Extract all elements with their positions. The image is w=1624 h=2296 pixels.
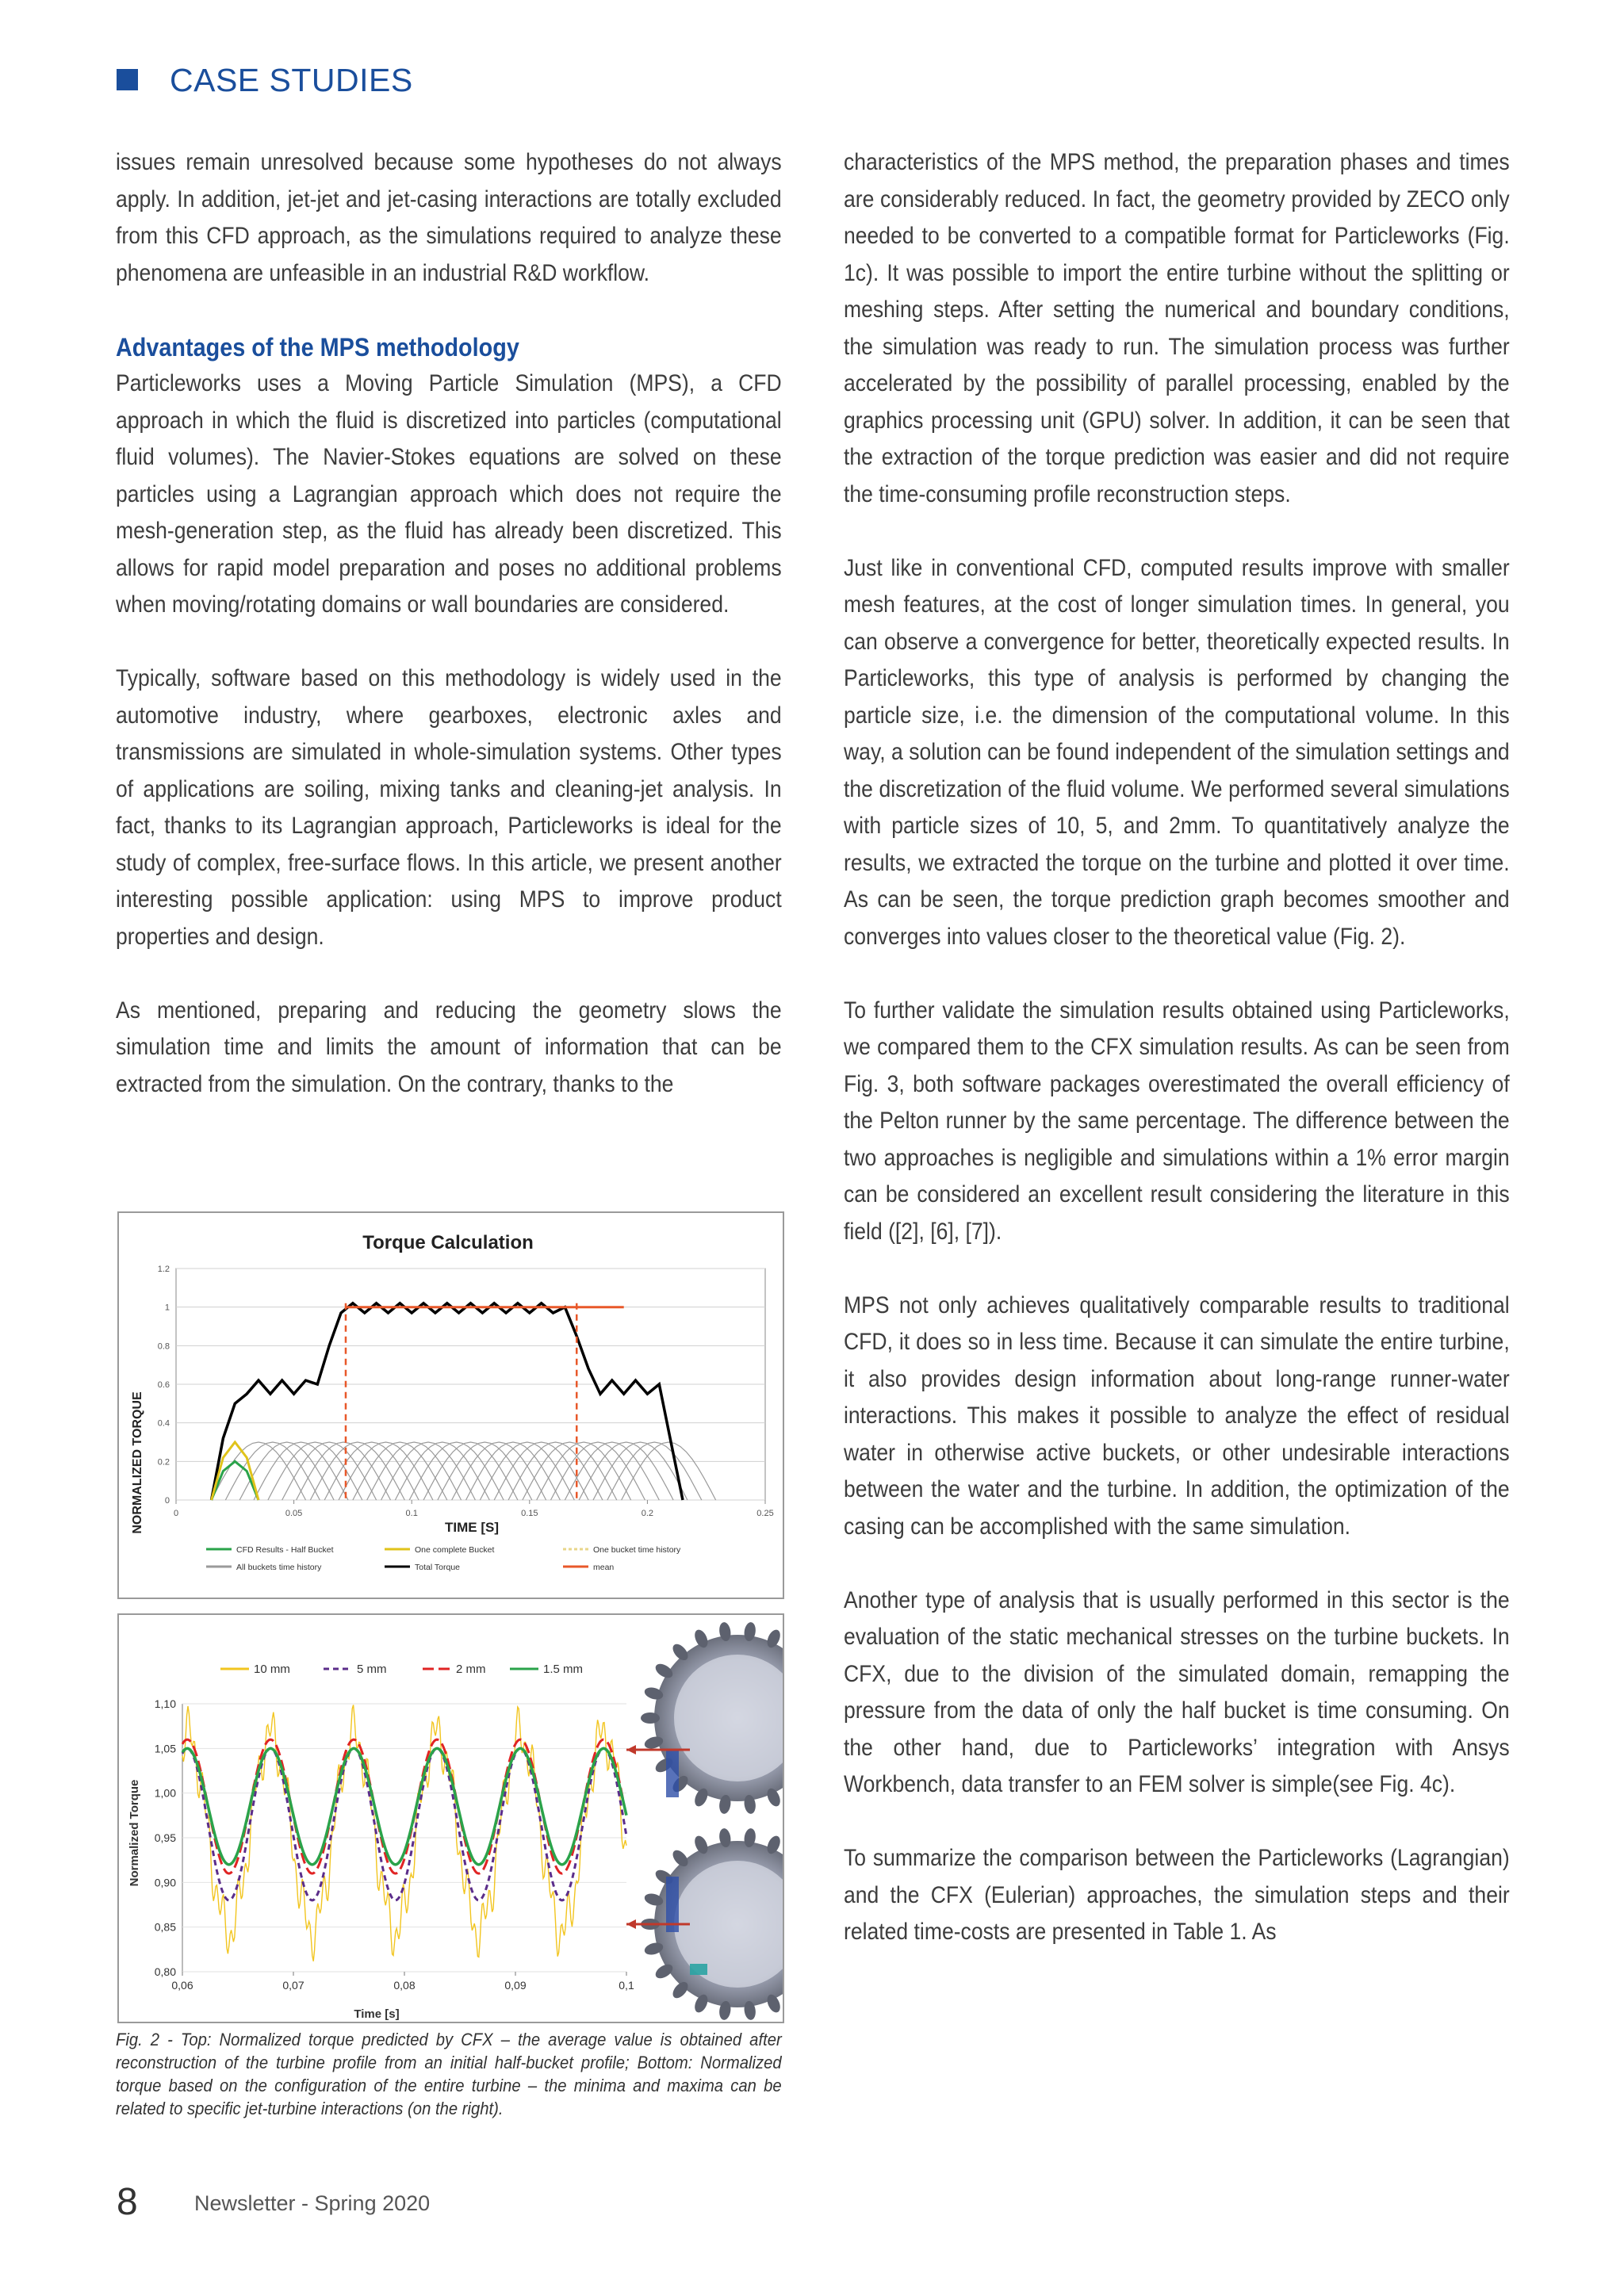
chart1-xtick: 0.2 — [641, 1509, 654, 1518]
chart1-ytick: 1 — [164, 1303, 170, 1313]
chart2-ytick: 0,85 — [154, 1920, 176, 1934]
chart1-xtick: 0.05 — [285, 1509, 303, 1518]
chart2-ytick: 0,95 — [154, 1831, 176, 1844]
chart1-legend-label: One complete Bucket — [415, 1545, 495, 1555]
page-number: 8 — [117, 2181, 138, 2223]
chart2-series-5-mm — [182, 1748, 626, 1900]
right-paragraph-1: characteristics of the MPS method, the preparation phases and times are considerably reduced. In fact, the geometry provided by ZECO only needed to be converted to a compatible format for Particleworks (Fig. 1c). It was possible to import the entire turbine without the splitting or meshing steps. After setting the numerical and boundary conditions, the simulation was ready to run. The simulation process was further accelerated by the possibility of parallel processing, enabled by the graphics processing unit (GPU) solver. In addition, it can be seen that the extraction of the torque prediction was easier and did not require the time-consuming profile reconstruction steps. — [844, 149, 1510, 507]
chart2-legend-label: 2 mm — [456, 1663, 486, 1676]
chart2-legend-label: 1.5 mm — [543, 1663, 584, 1676]
chart2-series-1-5-mm — [182, 1748, 626, 1864]
chart1-legend-label: Total Torque — [415, 1563, 461, 1572]
chart1-xtick: 0.25 — [756, 1509, 774, 1518]
left-paragraph-4: As mentioned, preparing and reducing the geometry slows the simulation time and limits the amount of information that can be extracted from the simulation. On the contrary, thanks to the — [116, 997, 782, 1097]
chart2-ytick: 1,05 — [154, 1742, 176, 1755]
chart1-legend-label: One bucket time history — [593, 1545, 681, 1555]
right-paragraph-6: To summarize the comparison between the Particleworks (Lagrangian) and the CFX (Eulerian) approaches, the simulation steps and their related time-costs are presented in Table 1. As — [844, 1845, 1510, 1945]
left-paragraph-2: Particleworks uses a Moving Particle Simulation (MPS), a CFD approach in which the fluid is discretized into particles (computational fluid volumes). The Navier-Stokes equations are solved on these particles using a Lagrangian approach which does not require the mesh-generation step, as the fluid has already been discretized. This allows for rapid model preparation and poses no additional problems when moving/rotating domains or wall boundaries are considered. — [116, 370, 782, 618]
figure-caption: Fig. 2 - Top: Normalized torque predicted by CFX – the average value is obtained after reconstruction of the turbine profile from an initial half-bucket profile; Bottom: Normalized torque based on the configuration of the entire turbine – the minima and maxima can be related to specific jet-turbine interactions (on the right). — [116, 2030, 782, 2118]
chart1-ytick: 0 — [164, 1496, 170, 1506]
chart1-ytick: 0.4 — [157, 1418, 170, 1429]
right-paragraph-5: Another type of analysis that is usually performed in this sector is the evaluation of the static mechanical stresses on the turbine buckets. In CFX, due to the division of the simulated domain, remapping the pressure from the data of only the half bucket is time consuming. On the other hand, due to Particleworks’ integration with Ansys Workbench, data transfer to an FEM solver is simple(see Fig. 4c). — [844, 1586, 1510, 1797]
chart2-legend-label: 10 mm — [254, 1663, 290, 1676]
chart1-legend — [206, 1545, 681, 1572]
chart1-legend-label: mean — [593, 1563, 615, 1572]
chart2-xtick: 0,08 — [393, 1979, 416, 1992]
chart2-xtick: 0,06 — [171, 1979, 193, 1992]
chart1-ytick: 0.8 — [157, 1341, 170, 1352]
section-heading: Advantages of the MPS methodology — [116, 332, 519, 362]
section-marker — [117, 69, 138, 90]
chart2-ytick: 0,90 — [154, 1876, 176, 1889]
chart1-legend-label: All buckets time history — [236, 1563, 322, 1572]
chart1-xtick: 0.15 — [521, 1509, 538, 1518]
chart1-xtick: 0 — [173, 1509, 179, 1518]
right-paragraph-2: Just like in conventional CFD, computed results improve with smaller mesh features, at the cost of longer simulation times. In general, you can observe a convergence for better, theoretically expected results. In Particleworks, this type of analysis is performed by changing the particle size, i.e. the dimension of the computational volume. In this way, a solution can be found independent of the simulation settings and the discretization of the fluid volume. We performed several simulations with particle sizes of 10, 5, and 2mm. To quantitatively analyze the results, we extracted the torque on the turbine and plotted it over time. As can be seen, the torque prediction graph becomes smoother and converges into values closer to the theoretical value (Fig. 2). — [844, 554, 1510, 950]
chart1-xlabel: TIME [S] — [445, 1520, 499, 1535]
turbine-image-top — [626, 1621, 783, 1815]
chart1-ytick: 0.6 — [157, 1380, 170, 1390]
chart2-xlabel: Time [s] — [354, 2007, 400, 2021]
torque-calculation-figure — [117, 1211, 784, 1599]
chart2-xtick: 0,07 — [282, 1979, 304, 1992]
right-paragraph-3: To further validate the simulation results obtained using Particleworks, we compared them to the CFX simulation results. As can be seen from Fig. 3, both software packages overestimated the overall efficiency of the Pelton runner by the same percentage. The difference between the two approaches is negligible and simulations within a 1% error margin can be considered an excellent result considering the literature in this field ([2], [6], [7]). — [844, 997, 1510, 1245]
chart2-xtick: 0,09 — [504, 1979, 527, 1992]
chart1-xtick: 0.1 — [405, 1509, 418, 1518]
left-paragraph-3: Typically, software based on this methodology is widely used in the automotive industry, where gearboxes, electronic axles and transmissions are simulated in whole-simulation systems. Other types of applications are soiling, mixing tanks and cleaning-jet analysis. In fact, thanks to its Lagrangian approach, Particleworks is ideal for the study of complex, free-surface flows. In this article, we present another interesting possible application: using MPS to improve product properties and design. — [116, 665, 782, 950]
chart1-ytick: 1.2 — [157, 1265, 170, 1274]
section-title: CASE STUDIES — [170, 62, 413, 98]
mesh-comparison-chart — [119, 1615, 783, 2022]
chart1-ylabel: NORMALIZED TORQUE — [131, 1391, 144, 1534]
chart1-title: Torque Calculation — [362, 1232, 534, 1253]
chart2-ylabel: Normalized Torque — [128, 1779, 141, 1887]
left-column — [116, 144, 782, 1140]
chart2-ytick: 1,10 — [154, 1697, 176, 1710]
publication-name: Newsletter - Spring 2020 — [194, 2191, 431, 2215]
chart1-legend-label: CFD Results - Half Bucket — [236, 1545, 334, 1555]
chart2-ytick: 0,80 — [154, 1965, 176, 1978]
chart2-xtick: 0,1 — [619, 1979, 634, 1992]
chart2-ytick: 1,00 — [154, 1786, 176, 1800]
right-paragraph-4: MPS not only achieves qualitatively comparable results to traditional CFD, it does so in less time. Because it can simulate the entire turbine, it also provides design information about long-range runner-water interactions. This makes it possible to analyze the effect of residual water in otherwise active buckets, or other undesirable interactions between the water and the turbine. In addition, the optimization of the casing can be accomplished with the same simulation. — [844, 1292, 1510, 1540]
turbine-image-bottom — [626, 1827, 783, 2021]
mesh-comparison-figure — [117, 1613, 784, 2023]
right-column — [844, 144, 1510, 1988]
chart1-ytick: 0.2 — [157, 1457, 170, 1468]
left-paragraph-1: issues remain unresolved because some hypotheses do not always apply. In addition, jet-jet and jet-casing interactions are totally excluded from this CFD approach, as the simulations required to analyze these phenomena are unfeasible in an industrial R&D workflow. — [116, 149, 782, 286]
chart2-legend — [220, 1663, 583, 1676]
torque-calculation-chart — [119, 1213, 783, 1598]
chart2-legend-label: 5 mm — [357, 1663, 387, 1676]
